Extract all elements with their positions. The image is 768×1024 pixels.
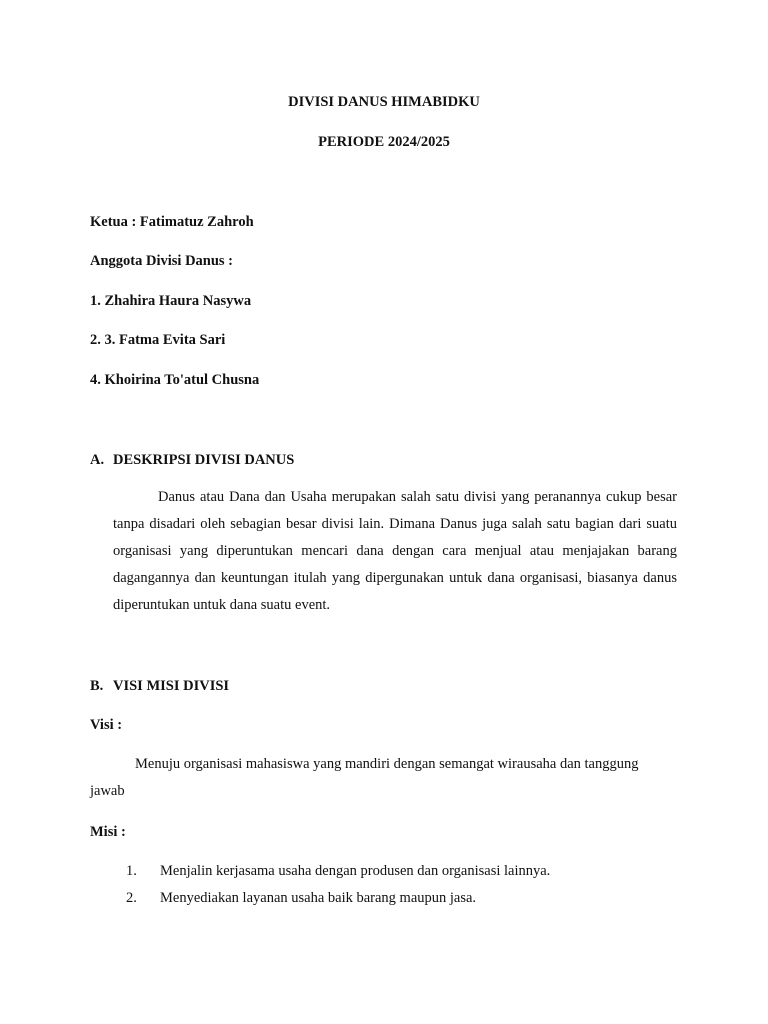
section-a-title: DESKRIPSI DIVISI DANUS <box>113 452 295 468</box>
document-title: DIVISI DANUS HIMABIDKU <box>288 94 480 110</box>
misi-item-number: 2. <box>126 890 137 906</box>
misi-item-text: Menyediakan layanan usaha baik barang maupun jasa. <box>160 890 477 906</box>
leader-line: Ketua : Fatimatuz Zahroh <box>90 214 254 230</box>
visi-text: Menuju organisasi mahasiswa yang mandiri dengan semangat wirausaha dan tanggung jawab <box>90 756 639 799</box>
section-b-title: VISI MISI DIVISI <box>113 678 230 694</box>
section-b-heading <box>90 678 229 695</box>
member-item: 1. Zhahira Haura Nasywa <box>90 293 252 309</box>
misi-item-number: 1. <box>126 863 137 879</box>
section-a-heading <box>90 452 294 469</box>
members-label: Anggota Divisi Danus : <box>90 253 234 269</box>
document-period: PERIODE 2024/2025 <box>318 134 450 150</box>
misi-item-text: Menjalin kerjasama usaha dengan produsen dan organisasi lainnya. <box>160 863 551 879</box>
section-a-letter: A. <box>90 452 105 468</box>
section-a-paragraph: Danus atau Dana dan Usaha merupakan salah satu divisi yang peranannya cukup besar tanpa disadari oleh sebagian besar divisi lain. Dimana Danus juga salah satu bagian dari suatu organisasi yang diperuntukan mencari dana dengan cara menjual atau menjajakan barang dagangannya dan keuntungan itulah yang dipergunakan untuk dana organisasi, biasanya danus diperuntukan untuk dana suatu event. <box>113 489 677 613</box>
member-item: 2. 3. Fatma Evita Sari <box>90 332 226 348</box>
misi-label: Misi : <box>90 824 126 840</box>
visi-label: Visi : <box>90 717 123 733</box>
member-item: 4. Khoirina To'atul Chusna <box>90 372 260 388</box>
section-b-letter: B. <box>90 678 104 694</box>
